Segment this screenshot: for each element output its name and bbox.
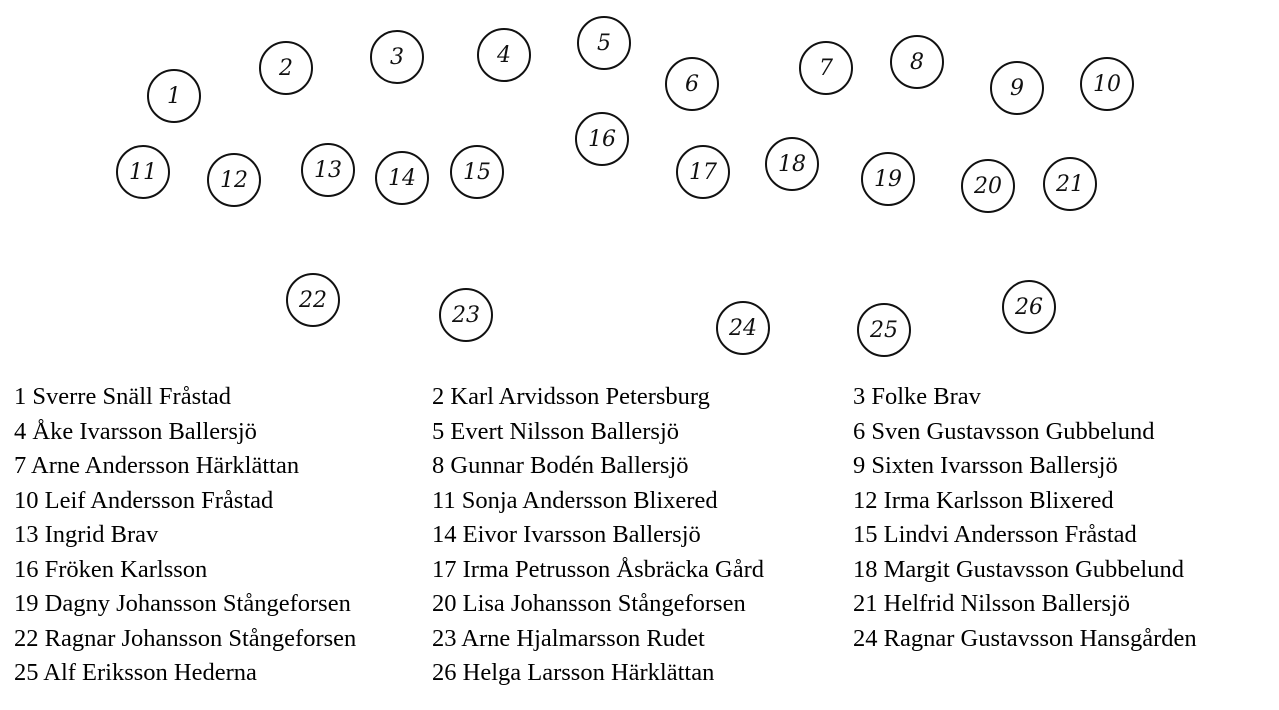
legend-row bbox=[14, 484, 1279, 519]
legend-entry: 5 Evert Nilsson Ballersjö bbox=[432, 417, 680, 445]
seat-circle: 17 bbox=[676, 145, 730, 199]
seat-circle: 5 bbox=[577, 16, 631, 70]
legend-entry: 12 Irma Karlsson Blixered bbox=[853, 486, 1114, 514]
seat-circle: 4 bbox=[477, 28, 531, 82]
legend-row bbox=[14, 415, 1279, 450]
seat-circle: 9 bbox=[990, 61, 1044, 115]
legend-entry: 23 Arne Hjalmarsson Rudet bbox=[432, 624, 705, 652]
legend-entry: 13 Ingrid Brav bbox=[14, 521, 159, 548]
legend-row bbox=[14, 622, 1279, 657]
legend-entry: 17 Irma Petrusson Åsbräcka Gård bbox=[432, 555, 765, 583]
legend-entry: 9 Sixten Ivarsson Ballersjö bbox=[853, 452, 1118, 479]
seat-circle: 21 bbox=[1043, 157, 1097, 211]
legend-entry: 1 Sverre Snäll Fråstad bbox=[14, 383, 232, 410]
legend-entry: 6 Sven Gustavsson Gubbelund bbox=[853, 417, 1155, 445]
legend-row bbox=[14, 518, 1279, 553]
seat-circle: 10 bbox=[1080, 57, 1134, 111]
legend-entry: 20 Lisa Johansson Stångeforsen bbox=[432, 590, 746, 617]
seat-circle: 6 bbox=[665, 57, 719, 111]
legend-row bbox=[14, 380, 1279, 415]
legend-entry: 14 Eivor Ivarsson Ballersjö bbox=[432, 521, 701, 548]
seat-circle: 25 bbox=[857, 303, 911, 357]
legend-entry: 3 Folke Brav bbox=[853, 383, 981, 410]
legend-entry: 22 Ragnar Johansson Stångeforsen bbox=[14, 624, 357, 652]
legend-entry: 10 Leif Andersson Fråstad bbox=[14, 486, 274, 514]
legend-entry: 8 Gunnar Bodén Ballersjö bbox=[432, 452, 689, 479]
legend-entry: 18 Margit Gustavsson Gubbelund bbox=[853, 555, 1184, 583]
seat-circle: 22 bbox=[286, 273, 340, 327]
legend-entry: 15 Lindvi Andersson Fråstad bbox=[853, 521, 1137, 548]
seat-circle: 7 bbox=[799, 41, 853, 95]
seat-circle: 20 bbox=[961, 159, 1015, 213]
seat-circle: 11 bbox=[116, 145, 170, 199]
legend-entry: 11 Sonja Andersson Blixered bbox=[432, 486, 718, 514]
seat-circle: 14 bbox=[375, 151, 429, 205]
seat-circle: 19 bbox=[861, 152, 915, 206]
legend-entry: 21 Helfrid Nilsson Ballersjö bbox=[853, 590, 1130, 617]
seat-legend bbox=[14, 380, 1279, 691]
seat-circle: 3 bbox=[370, 30, 424, 84]
legend-entry: 19 Dagny Johansson Stångeforsen bbox=[14, 590, 351, 617]
seat-circle: 18 bbox=[765, 137, 819, 191]
seat-circle: 15 bbox=[450, 145, 504, 199]
seat-circle: 13 bbox=[301, 143, 355, 197]
seat-circle: 26 bbox=[1002, 280, 1056, 334]
legend-entry: 7 Arne Andersson Härklättan bbox=[14, 452, 300, 479]
legend-entry: 24 Ragnar Gustavsson Hansgården bbox=[853, 624, 1197, 652]
seat-circle: 8 bbox=[890, 35, 944, 89]
seat-circle: 24 bbox=[716, 301, 770, 355]
legend-row bbox=[14, 587, 1279, 622]
seat-circle: 2 bbox=[259, 41, 313, 95]
legend-row bbox=[14, 553, 1279, 588]
legend-entry: 26 Helga Larsson Härklättan bbox=[432, 659, 715, 686]
legend-entry: 16 Fröken Karlsson bbox=[14, 555, 208, 583]
legend-entry: 4 Åke Ivarsson Ballersjö bbox=[14, 417, 257, 445]
seat-circle: 16 bbox=[575, 112, 629, 166]
seat-circle: 12 bbox=[207, 153, 261, 207]
seat-circle: 23 bbox=[439, 288, 493, 342]
legend-row bbox=[14, 656, 1279, 691]
legend-entry bbox=[853, 656, 1273, 691]
legend-entry: 25 Alf Eriksson Hederna bbox=[14, 659, 257, 686]
legend-row bbox=[14, 449, 1279, 484]
seat-circle: 1 bbox=[147, 69, 201, 123]
legend-entry: 2 Karl Arvidsson Petersburg bbox=[432, 383, 710, 410]
